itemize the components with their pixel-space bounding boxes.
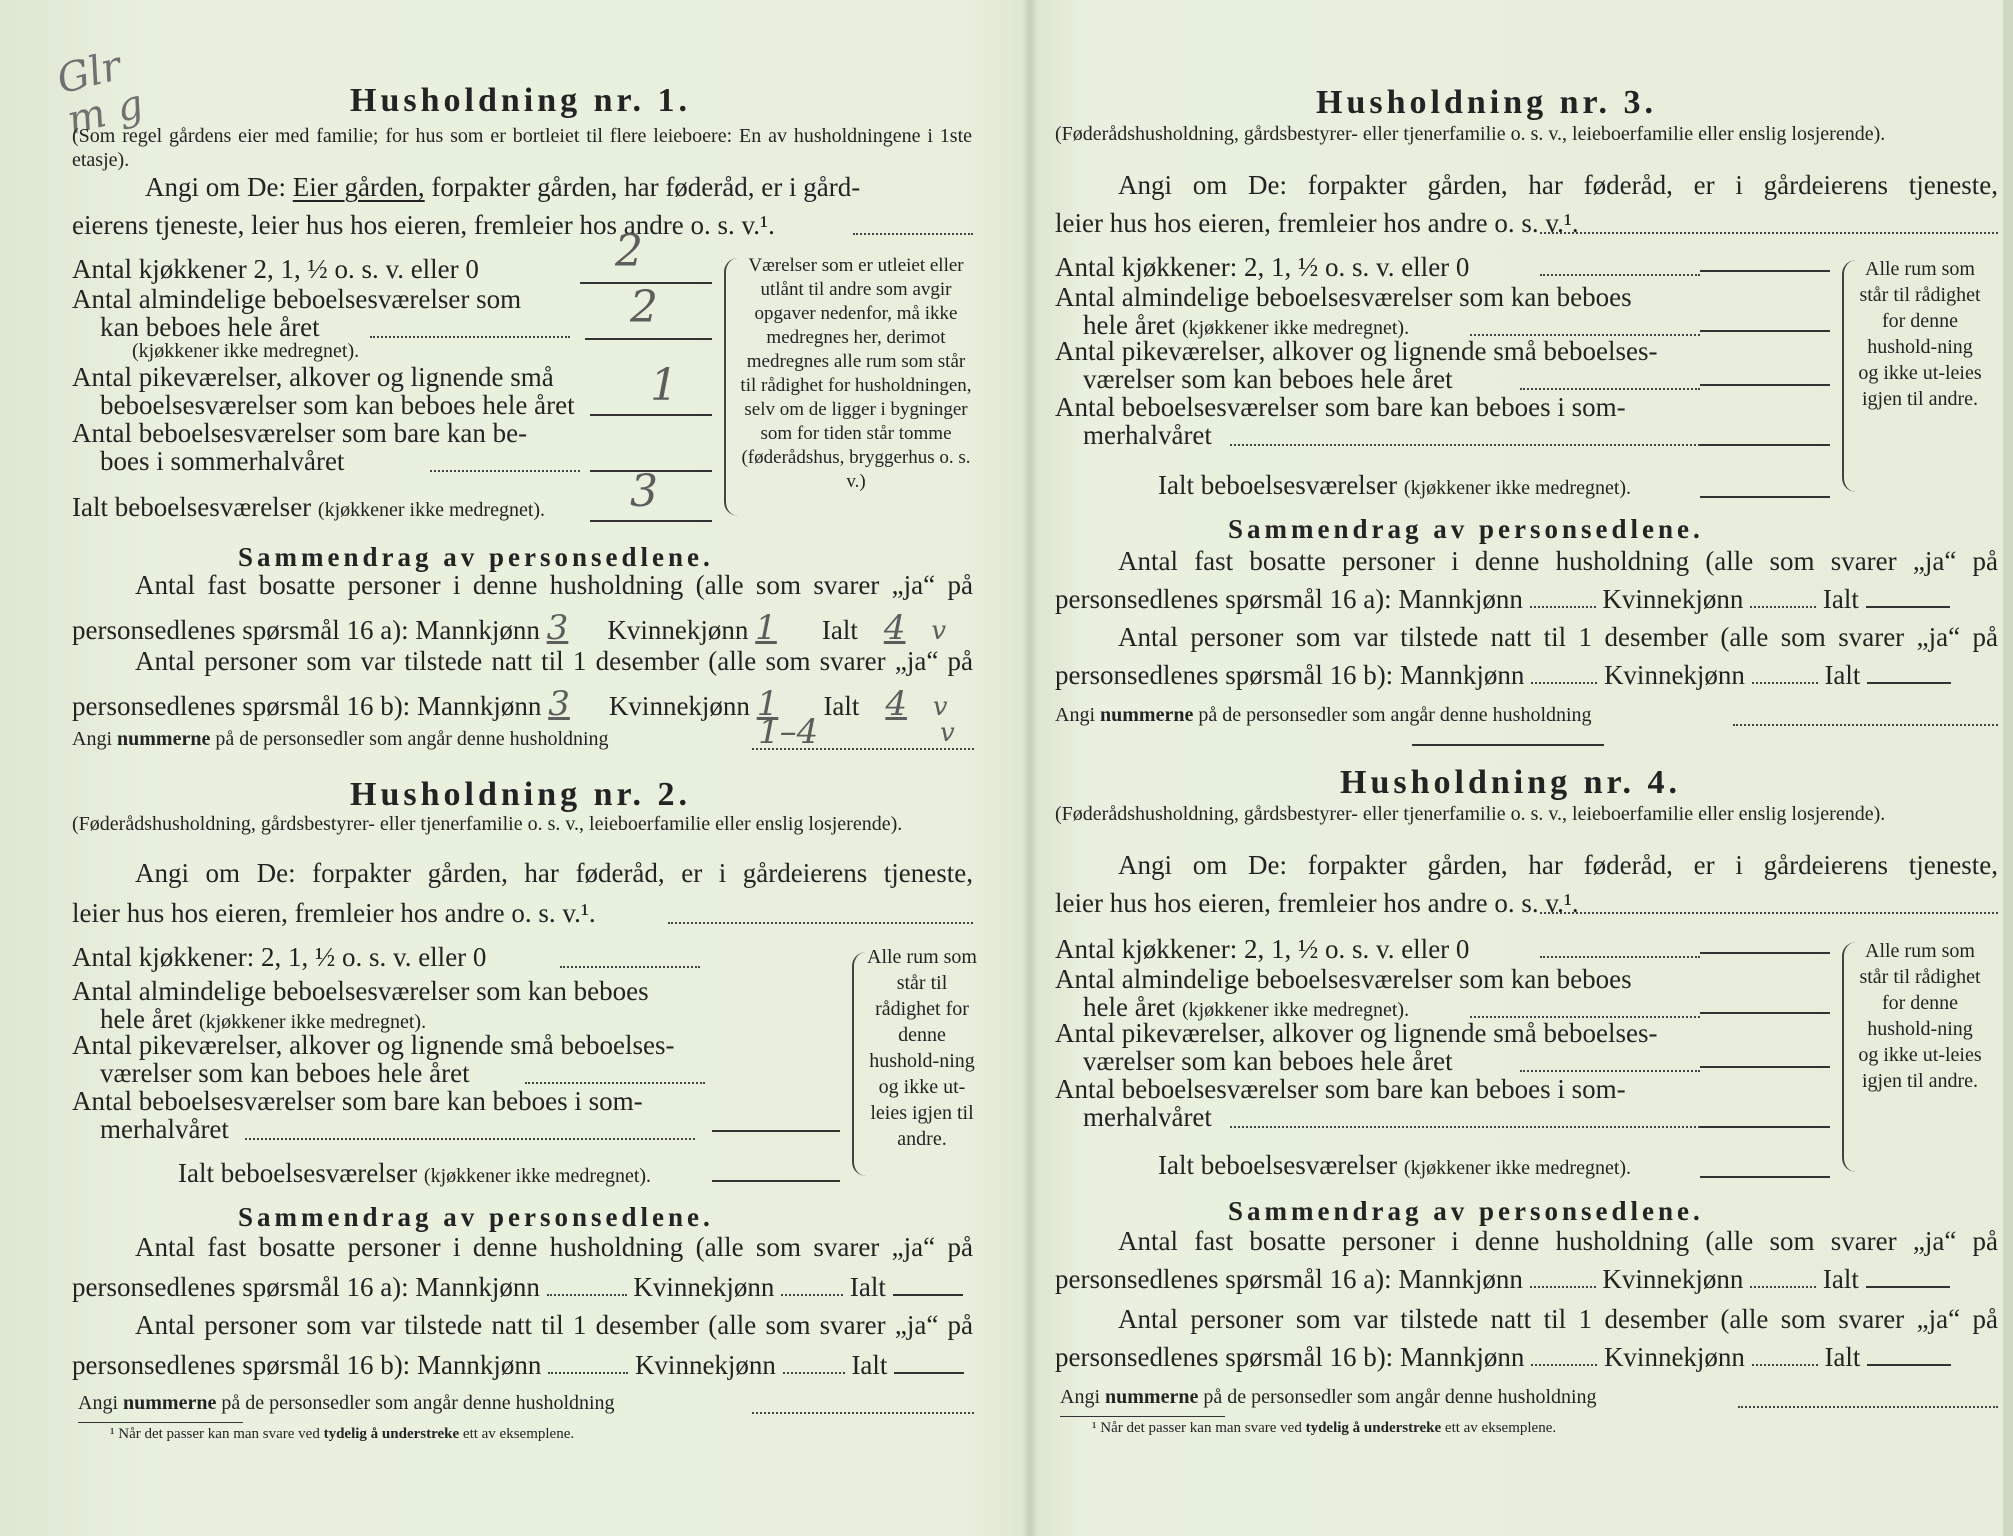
h2-nummerne — [78, 1392, 615, 1415]
h2-fast-kvinne-label: Kvinnekjønn — [633, 1272, 775, 1302]
h3-ialt-rooms-paren: (kjøkkener ikke medregnet). — [1403, 477, 1632, 499]
h4-angi-line1: Angi om De: forpakter gården, har føderåd, er i gårdeierens tjeneste, — [1118, 850, 1998, 880]
h4-side-note: Alle rum som står til rådighet for denne hushold-ning og ikke ut-leies igjen til andre. — [1858, 940, 1982, 1092]
h1-til-kvinne-value: 1 — [756, 684, 779, 724]
h2-title: Husholdning nr. 2. — [350, 776, 691, 813]
h1-til-label: personsedlenes spørsmål 16 b): — [72, 691, 411, 721]
h4-intro: (Føderådshusholdning, gårdsbestyrer- eller tjenerfamilie o. s. v., leieboerfamilie eller enslig losjerende). — [1055, 803, 1886, 825]
h4-fast-mann-line — [1530, 1286, 1596, 1288]
h3-fast-label: personsedlenes spørsmål 16 a): — [1055, 584, 1392, 614]
h4-summer-dots — [1230, 1126, 1700, 1128]
h1-til-ialt-label: Ialt — [823, 691, 860, 721]
h4-fast-line2 — [1055, 1264, 1950, 1295]
h3-separator — [1412, 744, 1604, 746]
h3-summary-title: Sammendrag av personsedlene. — [1228, 514, 1704, 544]
h3-fast-mann-line — [1530, 606, 1596, 608]
h3-fast-kvinne-line — [1750, 606, 1816, 608]
h2-til-line2 — [72, 1350, 964, 1381]
h1-til-mann-value: 3 — [548, 684, 570, 724]
h2-kitchens-dots — [560, 966, 700, 968]
h3-small-dots — [1520, 388, 1700, 390]
h2-summary-title: Sammendrag av personsedlene. — [238, 1202, 714, 1232]
h1-til-mann-label: Mannkjønn — [416, 691, 542, 721]
h2-rooms-b: hele året — [100, 1004, 193, 1034]
h1-fast-line2 — [72, 608, 946, 648]
h2-small-label-b: værelser som kan beboes hele året — [100, 1058, 470, 1088]
h3-rooms-line — [1700, 330, 1830, 332]
h4-fast-ialt-label: Ialt — [1822, 1264, 1859, 1294]
h1-summary-title: Sammendrag av personsedlene. — [238, 542, 714, 572]
h1-rooms-label-b: kan beboes hele året — [100, 312, 320, 342]
h2-angi-line — [668, 922, 973, 924]
h4-angi-line2: leier hus hos eieren, fremleier hos andre o. s. v.¹. — [1055, 888, 1579, 918]
h2-til-line1: Antal personer som var tilstede natt til 1 desember (alle som svarer „ja“ på — [135, 1310, 973, 1340]
h3-summer-dots — [1230, 444, 1700, 446]
h3-til-ialt-label: Ialt — [1824, 660, 1861, 690]
h3-til-mann-line — [1531, 682, 1597, 684]
h1-nummerne-suffix: på de personsedler som angår denne husholdning — [215, 728, 609, 750]
h1-nummerne-prefix: Angi — [72, 728, 112, 750]
h1-small-line — [590, 414, 712, 416]
h1-fast-ialt-label: Ialt — [821, 615, 858, 645]
h1-summer-label-a: Antal beboelsesværelser som bare kan be- — [72, 418, 528, 448]
h2-fast-kvinne-line — [781, 1294, 843, 1296]
h3-nummerne-suffix: på de personsedler som angår denne husholdning — [1198, 704, 1592, 726]
h3-ialt-rooms — [1158, 470, 1631, 501]
h3-kitchens-line — [1700, 270, 1830, 272]
h4-total-line — [1700, 1176, 1830, 1178]
h4-nummerne-suffix: på de personsedler som angår denne husholdning — [1203, 1386, 1597, 1408]
h2-ialt-rooms-paren: (kjøkkener ikke medregnet). — [423, 1165, 652, 1187]
h3-nummerne — [1055, 704, 1592, 727]
h1-nummer-check: v — [940, 718, 955, 748]
h3-title: Husholdning nr. 3. — [1316, 84, 1657, 121]
h3-til-label: personsedlenes spørsmål 16 b): — [1055, 660, 1394, 690]
h2-nummerne-line — [752, 1412, 974, 1414]
h1-fast-kvinne-label: Kvinnekjønn — [607, 615, 749, 645]
h4-ialt-rooms-paren: (kjøkkener ikke medregnet). — [1403, 1157, 1632, 1179]
h2-fast-ialt-label: Ialt — [849, 1272, 886, 1302]
h4-fast-line1: Antal fast bosatte personer i denne husholdning (alle som svarer „ja“ på — [1118, 1226, 1998, 1256]
h1-intro: (Som regel gårdens eier med familie; for hus som er bortleiet til flere leieboere: En av husholdningene i 1ste etasje). — [72, 125, 972, 171]
h4-til-line1: Antal personer som var tilstede natt til 1 desember (alle som svarer „ja“ på — [1118, 1304, 1998, 1334]
h4-summer-label-a: Antal beboelsesværelser som bare kan beboes i som- — [1055, 1074, 1626, 1104]
h2-ialt-rooms-label: Ialt beboelsesværelser — [178, 1158, 418, 1188]
h1-title: Husholdning nr. 1. — [350, 82, 691, 119]
h2-side-note: Alle rum som står til rådighet for denne hushold-ning og ikke ut-leies igjen til andre. — [867, 946, 977, 1150]
h3-fast-kvinne-label: Kvinnekjønn — [1602, 584, 1744, 614]
h1-total-value: 3 — [630, 466, 658, 517]
h1-kitchens-value: 2 — [615, 226, 643, 277]
h1-angi-eier: Eier gården, — [292, 172, 425, 202]
h4-fast-kvinne-label: Kvinnekjønn — [1602, 1264, 1744, 1294]
h3-fast-mann-label: Mannkjønn — [1398, 584, 1523, 614]
h2-til-kvinne-label: Kvinnekjønn — [634, 1350, 776, 1380]
h4-rooms-c: (kjøkkener ikke medregnet). — [1181, 999, 1410, 1021]
h2-fast-mann-label: Mannkjønn — [415, 1272, 540, 1302]
h4-small-label-a: Antal pikeværelser, alkover og lignende små beboelses- — [1055, 1018, 1658, 1048]
h4-fast-kvinne-line — [1750, 1286, 1816, 1288]
h3-summer-label-b: merhalvåret — [1083, 420, 1212, 450]
h1-angi-b: forpakter gården, har føderåd, er i gård- — [431, 172, 861, 202]
h4-fast-ialt-line — [1866, 1286, 1950, 1288]
h1-nummer-value: 1–4 — [758, 712, 819, 752]
h1-ialt-rooms-label: Ialt beboelsesværelser — [72, 492, 312, 522]
h1-kitchens-label: Antal kjøkkener 2, 1, ½ o. s. v. eller 0 — [72, 254, 479, 284]
h4-footnote-text: ¹ Når det passer kan man svare ved — [1092, 1420, 1302, 1436]
right-page — [1040, 0, 2000, 1536]
h4-small-dots — [1520, 1070, 1700, 1072]
h4-til-line2 — [1055, 1342, 1951, 1373]
h4-til-ialt-line — [1867, 1364, 1951, 1366]
h1-angi-a: Angi om De: — [145, 172, 286, 202]
h4-til-ialt-label: Ialt — [1824, 1342, 1861, 1372]
h1-rooms-dots — [370, 336, 570, 338]
h3-til-kvinne-label: Kvinnekjønn — [1603, 660, 1745, 690]
h4-footnote — [1092, 1420, 1556, 1437]
h2-fast-line1: Antal fast bosatte personer i denne husholdning (alle som svarer „ja“ på — [135, 1232, 973, 1262]
h1-rooms-line — [585, 338, 712, 340]
h4-nummerne-line — [1738, 1406, 1998, 1408]
h3-rooms-c: (kjøkkener ikke medregnet). — [1181, 317, 1410, 339]
h3-rooms-label-a: Antal almindelige beboelsesværelser som kan beboes — [1055, 282, 1632, 312]
h2-angi-line1: Angi om De: forpakter gården, har føderåd, er i gårdeierens tjeneste, — [135, 858, 973, 888]
h3-angi-line1: Angi om De: forpakter gården, har føderåd, er i gårdeierens tjeneste, — [1118, 170, 1998, 200]
h3-fast-line2 — [1055, 584, 1950, 615]
footnote-bold: tydelig å understreke — [323, 1426, 460, 1442]
h4-til-mann-line — [1531, 1364, 1597, 1366]
h2-footnote — [110, 1426, 574, 1443]
h1-ialt-rooms-paren: (kjøkkener ikke medregnet). — [317, 499, 546, 521]
h1-fast-kvinne-value: 1 — [755, 608, 777, 648]
h3-total-line — [1700, 496, 1830, 498]
h1-summer-label-b: boes i sommerhalvåret — [100, 446, 345, 476]
h4-footnote-end: ett av eksemplene. — [1444, 1420, 1557, 1436]
h2-summer-label-a: Antal beboelsesværelser som bare kan beboes i som- — [72, 1086, 643, 1116]
h4-small-label-b: værelser som kan beboes hele året — [1083, 1046, 1453, 1076]
h1-angi-line1 — [145, 172, 860, 203]
h2-fast-label: personsedlenes spørsmål 16 a): — [72, 1272, 409, 1302]
h2-til-ialt-label: Ialt — [851, 1350, 888, 1380]
h3-fast-ialt-line — [1866, 606, 1950, 608]
h1-fast-mann-label: Mannkjønn — [415, 615, 540, 645]
h1-small-label-b: beboelsesværelser som kan beboes hele året — [100, 390, 575, 420]
h4-nummerne — [1060, 1386, 1597, 1409]
h3-til-mann-label: Mannkjønn — [1399, 660, 1525, 690]
h1-fast-label: personsedlenes spørsmål 16 a): — [72, 615, 409, 645]
h4-ialt-rooms-label: Ialt beboelsesværelser — [1158, 1150, 1398, 1180]
h3-small-label-b: værelser som kan beboes hele året — [1083, 364, 1453, 394]
h4-footnote-bold: tydelig å understreke — [1305, 1420, 1442, 1436]
h1-small-value: 1 — [650, 360, 678, 411]
h2-fast-mann-line — [547, 1294, 627, 1296]
h1-fast-line1: Antal fast bosatte personer i denne husholdning (alle som svarer „ja“ på — [135, 570, 973, 600]
h4-til-kvinne-label: Kvinnekjønn — [1603, 1342, 1745, 1372]
h3-til-ialt-line — [1867, 682, 1951, 684]
h2-fast-line2 — [72, 1272, 963, 1303]
h3-angi-line2: leier hus hos eieren, fremleier hos andre o. s. v.¹. — [1055, 208, 1579, 238]
h3-kitchens-dots — [1540, 274, 1700, 276]
h4-angi-line — [1540, 912, 1998, 914]
page-edge — [2003, 0, 2013, 1536]
h2-ialt-rooms — [178, 1158, 651, 1189]
h4-summer-line — [1700, 1126, 1830, 1128]
h3-fast-line1: Antal fast bosatte personer i denne husholdning (alle som svarer „ja“ på — [1118, 546, 1998, 576]
h1-total-line — [590, 520, 712, 522]
h1-side-note: Værelser som er utleiet eller utlånt til andre som avgir opgaver nedenfor, må ikke medregnes her, derimot medregnes alle rum som står til rådighet for husholdningen, selv om de ligger i bygninger som for tiden står tomme (føderådshus, bryggerhus o. s. v.) — [740, 255, 972, 492]
h1-angi-line2: eierens tjeneste, leier hus hos eieren, fremleier hos andre o. s. v.¹. — [72, 210, 775, 240]
h3-til-kvinne-line — [1752, 682, 1818, 684]
h3-nummerne-bold: nummerne — [1100, 704, 1194, 726]
h1-til-line1: Antal personer som var tilstede natt til 1 desember (alle som svarer „ja“ på — [135, 646, 973, 676]
h2-til-ialt-line — [894, 1372, 964, 1374]
h3-kitchens-label: Antal kjøkkener: 2, 1, ½ o. s. v. eller 0 — [1055, 252, 1470, 282]
h2-summer-line — [712, 1130, 840, 1132]
h3-summer-line — [1700, 444, 1830, 446]
h3-angi-line — [1540, 232, 1998, 234]
h1-angi-line — [853, 233, 973, 235]
h1-fast-mann-value: 3 — [546, 608, 569, 648]
h2-fast-ialt-line — [893, 1294, 963, 1296]
h3-side-note: Alle rum som står til rådighet for denne hushold-ning og ikke ut-leies igjen til andre. — [1858, 258, 1982, 410]
h1-rooms-label-a: Antal almindelige beboelsesværelser som — [72, 284, 522, 314]
h4-nummerne-bold: nummerne — [1105, 1386, 1199, 1408]
h4-small-line — [1700, 1066, 1830, 1068]
h2-total-line — [712, 1180, 840, 1182]
h2-nummerne-suffix: på de personsedler som angår denne husholdning — [221, 1392, 615, 1414]
margin-note: Glr m g — [52, 43, 148, 144]
h3-nummerne-line — [1733, 724, 1998, 726]
h4-kitchens-line — [1700, 952, 1830, 954]
h3-small-label-a: Antal pikeværelser, alkover og lignende små beboelses- — [1055, 336, 1658, 366]
page-fold — [1022, 0, 1038, 1536]
h2-nummerne-bold: nummerne — [123, 1392, 217, 1414]
h1-fast-ialt-value: 4 — [883, 608, 906, 648]
h4-kitchens-label: Antal kjøkkener: 2, 1, ½ o. s. v. eller 0 — [1055, 934, 1470, 964]
h4-summer-label-b: merhalvåret — [1083, 1102, 1212, 1132]
h1-til-ialt-value: 4 — [885, 684, 907, 724]
h1-summer-dots — [430, 470, 580, 472]
h2-small-label-a: Antal pikeværelser, alkover og lignende små beboelses- — [72, 1030, 675, 1060]
h3-summer-label-a: Antal beboelsesværelser som bare kan beboes i som- — [1055, 392, 1626, 422]
h3-intro: (Føderådshusholdning, gårdsbestyrer- eller tjenerfamilie o. s. v., leieboerfamilie eller enslig losjerende). — [1055, 123, 1886, 145]
h3-ialt-rooms-label: Ialt beboelsesværelser — [1158, 470, 1398, 500]
h1-fast-check: v — [931, 616, 947, 646]
h3-til-line2 — [1055, 660, 1951, 691]
h4-summary-title: Sammendrag av personsedlene. — [1228, 1196, 1704, 1226]
h1-nummerne-bold: nummerne — [117, 728, 211, 750]
h2-til-mann-line — [548, 1372, 628, 1374]
h2-rooms-c: (kjøkkener ikke medregnet). — [198, 1011, 427, 1033]
h4-rooms-line — [1700, 1012, 1830, 1014]
footnote-end: ett av eksemplene. — [462, 1426, 575, 1442]
h2-til-kvinne-line — [783, 1372, 845, 1374]
h1-til-kvinne-label: Kvinnekjønn — [608, 691, 750, 721]
h3-small-line — [1700, 384, 1830, 386]
h4-til-label: personsedlenes spørsmål 16 b): — [1055, 1342, 1394, 1372]
h2-til-mann-label: Mannkjønn — [416, 1350, 542, 1380]
h4-ialt-rooms — [1158, 1150, 1631, 1181]
h2-rooms-label-a: Antal almindelige beboelsesværelser som kan beboes — [72, 976, 649, 1006]
h4-til-kvinne-line — [1752, 1364, 1818, 1366]
h1-rooms-label-c: (kjøkkener ikke medregnet). — [132, 340, 360, 362]
h1-til-check: v — [932, 692, 948, 722]
h4-kitchens-dots — [1540, 956, 1700, 958]
h3-til-line1: Antal personer som var tilstede natt til 1 desember (alle som svarer „ja“ på — [1118, 622, 1998, 652]
h4-nummerne-prefix: Angi — [1060, 1386, 1100, 1408]
h4-til-mann-label: Mannkjønn — [1399, 1342, 1525, 1372]
h2-kitchens-label: Antal kjøkkener: 2, 1, ½ o. s. v. eller 0 — [72, 942, 487, 972]
h2-footnote-rule — [78, 1422, 243, 1423]
footnote-text: ¹ Når det passer kan man svare ved — [110, 1426, 320, 1442]
h2-small-dots — [525, 1082, 705, 1084]
h3-fast-ialt-label: Ialt — [1822, 584, 1859, 614]
h1-small-label-a: Antal pikeværelser, alkover og lignende små — [72, 362, 554, 392]
h1-nummerne — [72, 728, 609, 751]
h2-angi-line2: leier hus hos eieren, fremleier hos andre o. s. v.¹. — [72, 898, 596, 928]
h3-rooms-b: hele året — [1083, 310, 1176, 340]
h1-ialt-rooms — [72, 492, 545, 523]
h2-til-label: personsedlenes spørsmål 16 b): — [72, 1350, 411, 1380]
h4-fast-mann-label: Mannkjønn — [1398, 1264, 1523, 1294]
h4-fast-label: personsedlenes spørsmål 16 a): — [1055, 1264, 1392, 1294]
h4-title: Husholdning nr. 4. — [1340, 764, 1681, 801]
h4-rooms-label-a: Antal almindelige beboelsesværelser som kan beboes — [1055, 964, 1632, 994]
h2-intro: (Føderådshusholdning, gårdsbestyrer- eller tjenerfamilie o. s. v., leieboerfamilie eller enslig losjerende). — [72, 813, 903, 835]
h2-nummerne-prefix: Angi — [78, 1392, 118, 1414]
h4-footnote-rule — [1060, 1416, 1225, 1417]
h2-summer-label-b: merhalvåret — [100, 1114, 229, 1144]
h2-summer-dots — [245, 1138, 695, 1140]
h3-nummerne-prefix: Angi — [1055, 704, 1095, 726]
h1-rooms-value: 2 — [630, 282, 658, 333]
h4-rooms-b: hele året — [1083, 992, 1176, 1022]
